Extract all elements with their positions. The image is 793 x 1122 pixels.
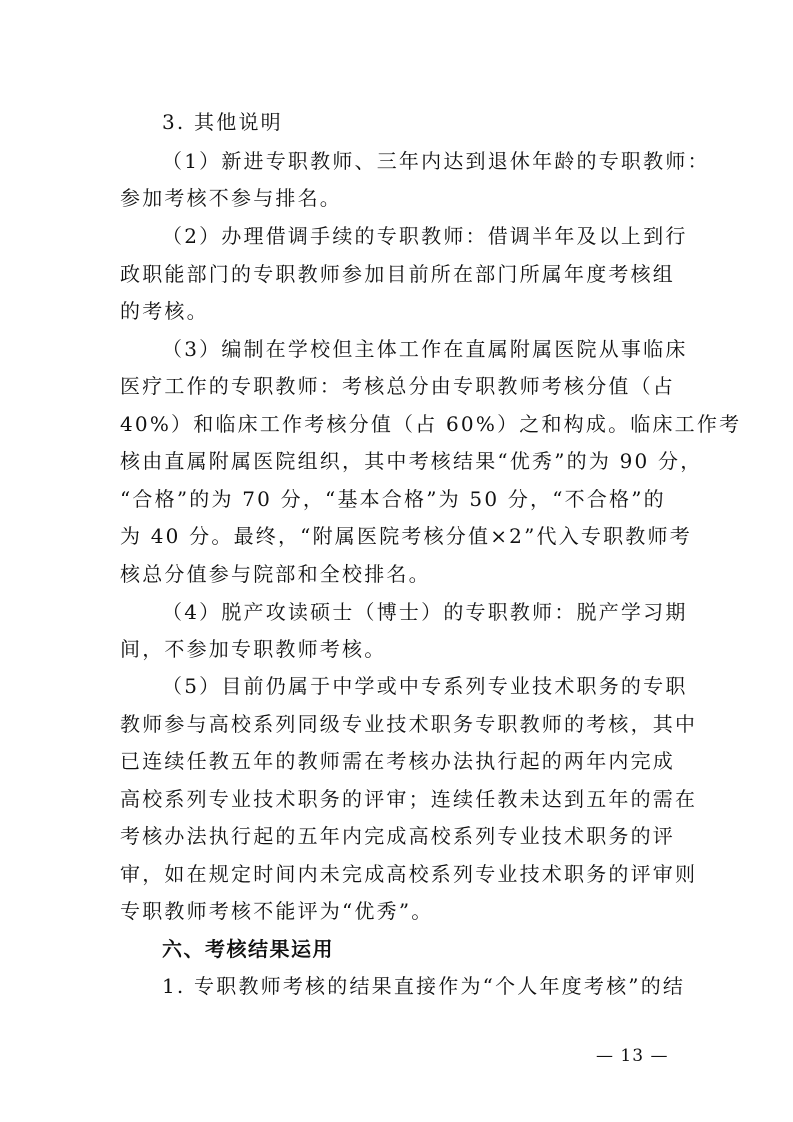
paragraph-line: （4）脱产攻读硕士（博士）的专职教师：脱产学习期 <box>162 600 688 624</box>
paragraph-line: 医疗工作的专职教师：考核总分由专职教师考核分值（占 <box>120 374 675 398</box>
page-number: — 13 — <box>596 1046 669 1066</box>
paragraph-line: 政职能部门的专职教师参加目前所在部门所属年度考核组 <box>120 262 675 286</box>
paragraph-line: 核由直属附属医院组织，其中考核结果“优秀”的为 90 分， <box>120 449 703 473</box>
paragraph-line: 审，如在规定时间内未完成高校系列专业技术职务的评审则 <box>120 862 698 886</box>
paragraph-line: “合格”的为 70 分，“基本合格”为 50 分，“不合格”的 <box>120 487 666 511</box>
paragraph-line: 核总分值参与院部和全校排名。 <box>120 562 431 586</box>
paragraph-line: （1）新进专职教师、三年内达到退休年龄的专职教师： <box>162 149 710 173</box>
paragraph-line: 教师参与高校系列同级专业技术职务专职教师的考核，其中 <box>120 712 698 736</box>
paragraph-line: 40%）和临床工作考核分值（占 60%）之和构成。临床工作考 <box>120 412 742 436</box>
paragraph-line: 已连续任教五年的教师需在考核办法执行起的两年内完成 <box>120 749 675 773</box>
paragraph-line: 考核办法执行起的五年内完成高校系列专业技术职务的评 <box>120 824 675 848</box>
section-heading: 六、考核结果运用 <box>162 937 334 961</box>
paragraph-line: 间，不参加专职教师考核。 <box>120 637 387 661</box>
paragraph-line: 的考核。 <box>120 299 209 323</box>
paragraph-line: 1. 专职教师考核的结果直接作为“个人年度考核”的结 <box>162 974 686 998</box>
paragraph-line: （2）办理借调手续的专职教师：借调半年及以上到行 <box>162 224 688 248</box>
subsection-heading: 3. 其他说明 <box>162 110 283 134</box>
paragraph-line: 专职教师考核不能评为“优秀”。 <box>120 899 434 923</box>
paragraph-line: 为 40 分。最终，“附属医院考核分值×2”代入专职教师考 <box>120 524 692 548</box>
paragraph-line: 高校系列专业技术职务的评审；连续任教未达到五年的需在 <box>120 787 698 811</box>
paragraph-line: 参加考核不参与排名。 <box>120 186 342 210</box>
paragraph-line: （3）编制在学校但主体工作在直属附属医院从事临床 <box>162 337 688 361</box>
paragraph-line: （5）目前仍属于中学或中专系列专业技术职务的专职 <box>162 674 688 698</box>
